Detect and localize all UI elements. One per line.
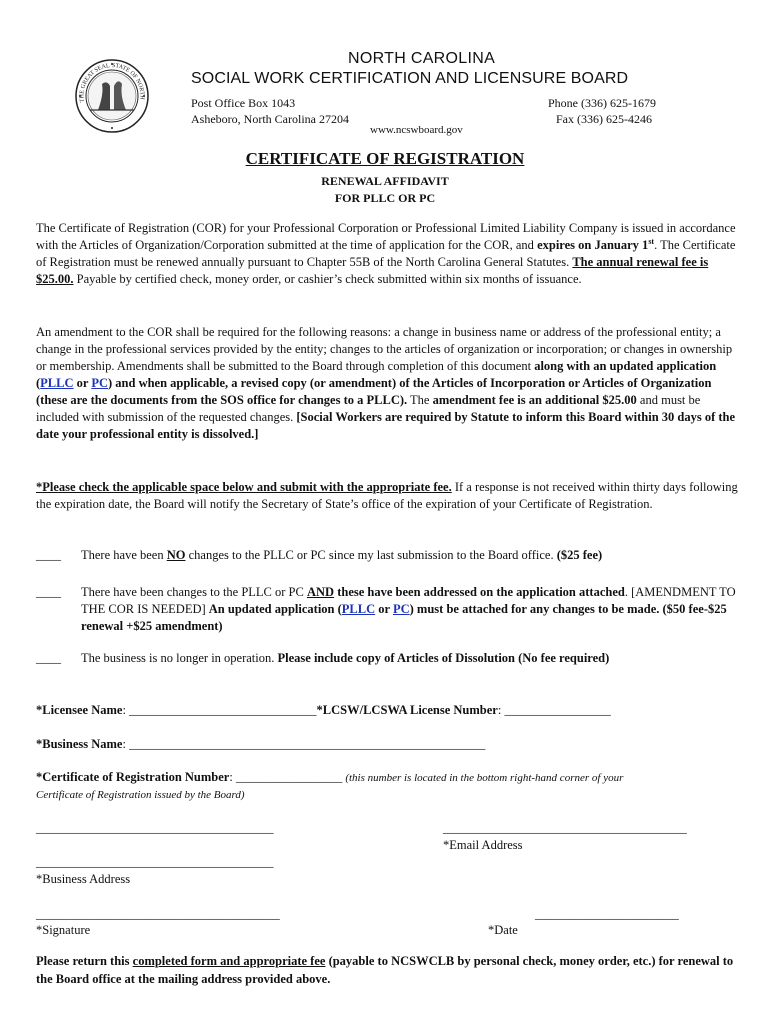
document-subtitle-2: FOR PLLC OR PC [334,191,436,205]
signature-label: *Signature [36,923,91,937]
p1-expiry: expires on January 1 [537,238,649,252]
option1-text [81,547,741,564]
pc-application-link[interactable]: PC [91,376,109,390]
o1-no: NO [166,548,186,562]
o2-and: AND [306,585,335,599]
cor-note-line1: (this number is located in the bottom right-hand corner of your [345,772,624,784]
p2-text-d: The [407,393,433,407]
o2-f: ) must be attached for any changes to be made. ($50 fee-$25 renewal +$25 amendment) [81,602,727,633]
p2-dissolution-note: [Social Workers are required by Statute to inform this Board within 30 days of the date your professional entity is dissolved.] [36,410,736,441]
business-address-input[interactable]: ______________________________________ [36,855,274,869]
document-title: CERTIFICATE OF REGISTRATION [245,149,525,168]
cor-number-field-row [36,769,623,787]
p1-text-c: . The Certificate of Registration must be renewed annually pursuant to Chapter 55B of the North Carolina General Statutes. [36,238,736,269]
footer-c: (payable to NCSWCLB by personal check, money order, etc.) for renewal to the Board office at the mailing address provided above. [36,954,734,986]
license-colon: : [497,703,505,717]
business-field-row [36,736,485,753]
licensee-name-label: *Licensee Name [36,703,123,717]
p2-amendment-fee: amendment fee is an additional $25.00 [432,393,637,407]
pllc-application-link[interactable]: PLLC [40,376,74,390]
o2-e: An updated application ( [208,602,342,616]
board-name-line1: NORTH CAROLINA [348,50,496,67]
footer-b: completed form and appropriate fee [132,954,326,968]
cor-note-line2: Certificate of Registration issued by the Board) [36,789,245,801]
address-line1: Post Office Box 1043 [191,96,296,110]
return-instructions [36,952,738,988]
business-colon: : [122,737,130,751]
amendment-paragraph [36,324,738,443]
board-name-line2: SOCIAL WORK CERTIFICATION AND LICENSURE BOARD [191,70,629,87]
state-seal-logo [74,58,150,134]
p3-check-instruction: *Please check the applicable space below and submit with the appropriate fee. [36,480,452,494]
o3-a: The business is no longer in operation. [81,651,278,665]
instructions-paragraph [36,479,738,513]
o2-d: . [AMENDMENT TO THE COR IS NEEDED] [81,585,736,616]
unlabeled-line-input[interactable]: ______________________________________ [36,821,274,835]
fax-number: Fax (336) 625-4246 [556,112,652,126]
footer-a: Please return this [36,954,133,968]
p1-text-a: The Certificate of Registration (COR) for your Professional Corporation or Professional Limited Liability Company is issued in accordance with the Articles of Organization/Corporation submitted at the time of application for the COR, and [36,221,736,252]
o2-c: these have been addressed on the application attached [334,585,625,599]
email-address-input[interactable]: _______________________________________ [443,821,687,835]
seal-text-right: STATE OF NORTH [111,62,145,100]
option2-text [81,584,741,635]
document-subtitle-1: RENEWAL AFFIDAVIT [321,174,449,188]
license-number-label: *LCSW/LCSWA License Number [316,703,498,717]
o1-a: There have been [81,548,167,562]
date-label: *Date [488,923,518,937]
o1-c: changes to the PLLC or PC since my last submission to the Board office. [185,548,557,562]
o2-or: or [375,602,393,616]
o3-b: Please include copy of Articles of Dissolution (No fee required) [277,651,610,665]
business-name-input[interactable]: _________________________________________________________ [129,737,486,751]
phone-number: Phone (336) 625-1679 [548,96,656,110]
p3-text-b: If a response is not received within thirty days following the expiration date, the Board will notify the Secretary of State’s office of the expiration of your Certificate of Registration. [36,480,738,511]
option2-pc-link[interactable]: PC [392,602,410,616]
date-input[interactable]: _______________________ [535,907,679,921]
business-address-label: *Business Address [36,872,131,886]
cor-number-input[interactable]: _________________ [235,770,343,784]
email-address-label: *Email Address [443,838,523,852]
option2-checkbox-blank[interactable]: ____ [36,585,61,599]
option3-checkbox-blank[interactable]: ____ [36,651,61,665]
o1-fee: ($25 fee) [556,548,603,562]
p1-text-e: Payable by certified check, money order, or cashier’s check submitted within six months of issuance. [73,272,582,286]
seal-text-left: THE GREAT SEAL [79,63,110,103]
p1-renewal-fee: The annual renewal fee is $25.00. [36,255,709,286]
p2-text-a: An amendment to the COR shall be required for the following reasons: a change in business name or address of the professional entity; a change in the professional services provided by the entity; changes to the articles of organization or incorporation; or changes in ownership or membership. Amendments shall be submitted to the Board through completion of this document [36,325,733,373]
signature-input[interactable]: _______________________________________ [36,907,280,921]
cor-number-label: *Certificate of Registration Number [36,770,230,784]
licensee-name-input[interactable]: ______________________________ [129,703,317,717]
website-link[interactable]: www.ncswboard.gov [370,124,463,136]
business-name-label: *Business Name [36,737,123,751]
option1-checkbox-blank[interactable]: ____ [36,548,61,562]
p2-or: or [73,376,92,390]
licensee-colon: : [122,703,130,717]
licensee-field-row [36,702,611,719]
p2-text-f: and must be included with submission of the requested changes. [36,393,701,424]
option3-text [81,650,741,667]
address-line2: Asheboro, North Carolina 27204 [191,112,349,126]
p2-text-b: along with an updated application ( [36,359,717,390]
p1-expiry-sup: st [648,236,655,246]
option2-pllc-link[interactable]: PLLC [341,602,376,616]
cor-colon: : [229,770,236,784]
license-number-input[interactable]: _________________ [504,703,611,717]
o2-a: There have been changes to the PLLC or PC [81,585,307,599]
intro-paragraph [36,220,738,288]
p2-text-c: ) and when applicable, a revised copy (or amendment) of the Articles of Incorporation or Articles of Organization (these are the documents from the SOS office for changes to a PLLC). [36,376,712,407]
